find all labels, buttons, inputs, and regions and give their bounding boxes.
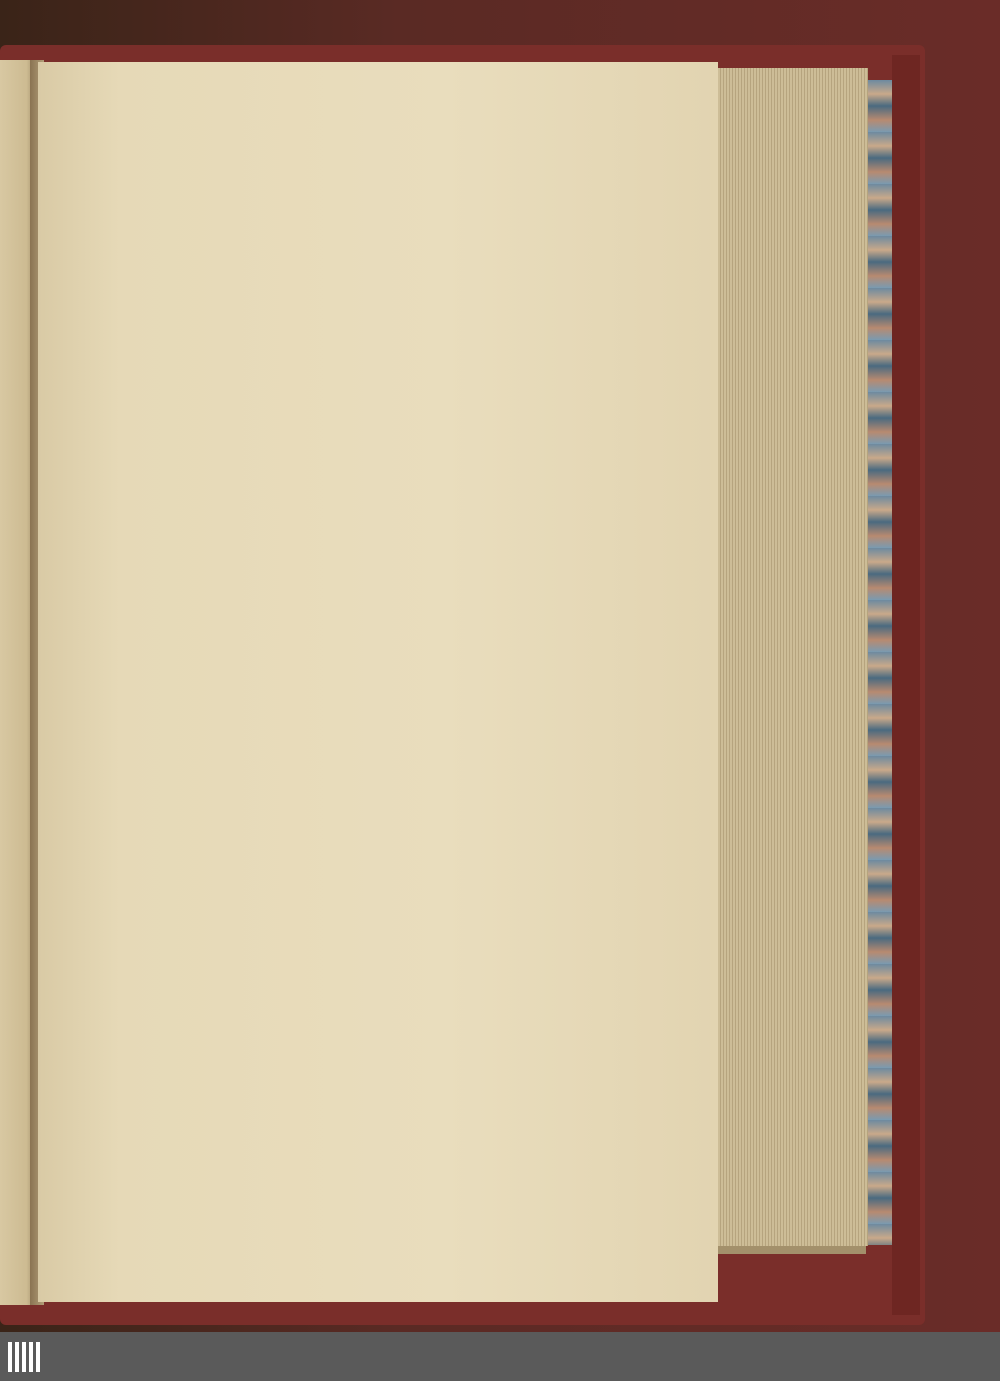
page-block-edge: [716, 68, 868, 1246]
library-logo-icon: [8, 1342, 40, 1372]
page-block-bottom: [716, 1246, 866, 1254]
right-page: [38, 62, 718, 1302]
book-cover-right: [892, 55, 920, 1315]
library-footer: [0, 1332, 1000, 1381]
